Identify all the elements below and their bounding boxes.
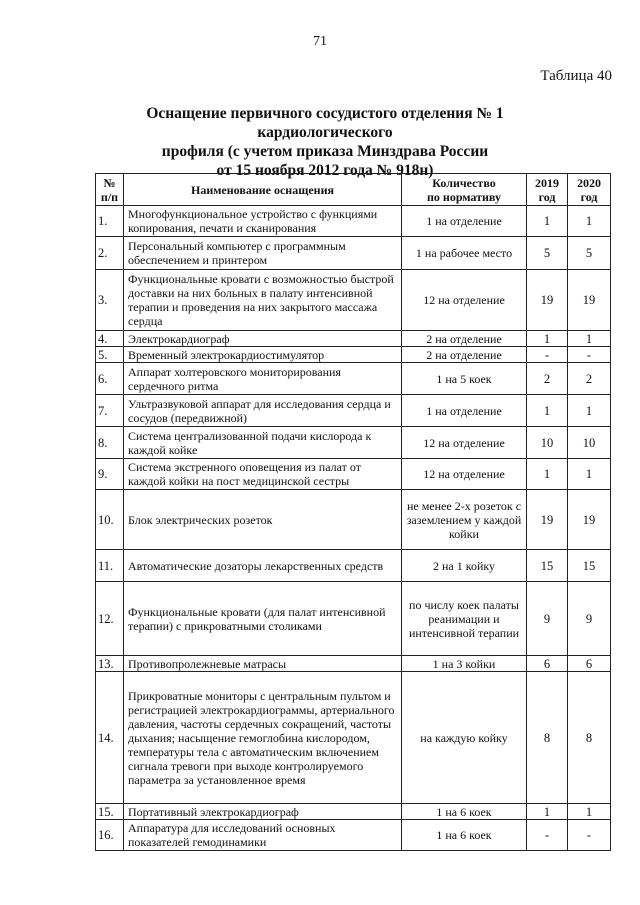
- row-number: 15.: [96, 804, 124, 820]
- row-2020: 8: [568, 672, 611, 804]
- row-number: 6.: [96, 363, 124, 395]
- header-number-line-2: п/п: [100, 189, 119, 204]
- row-2020: 2: [568, 363, 611, 395]
- row-2020: 19: [568, 270, 611, 331]
- row-number: 10.: [96, 490, 124, 550]
- table-row: [96, 427, 611, 459]
- row-2020: 1: [568, 395, 611, 427]
- header-2020-line-1: 2020: [577, 175, 601, 190]
- table-row: [96, 270, 611, 331]
- table-row: [96, 656, 611, 672]
- row-name: Система централизованной подачи кислорода к каждой койке: [124, 427, 402, 459]
- row-norm: 1 на 6 коек: [402, 804, 527, 820]
- row-name: Электрокардиограф: [124, 331, 402, 347]
- row-2019: 1: [527, 331, 568, 347]
- table-row: [96, 347, 611, 363]
- row-2019: 1: [527, 459, 568, 490]
- row-name: Система экстренного оповещения из палат от каждой койки на пост медицинской сестры: [124, 459, 402, 490]
- row-norm: 2 на 1 койку: [402, 550, 527, 582]
- row-2020: 5: [568, 237, 611, 270]
- row-norm: 1 на 5 коек: [402, 363, 527, 395]
- row-norm: на каждую койку: [402, 672, 527, 804]
- document-title: [90, 104, 560, 180]
- row-norm: не менее 2-х розеток с заземлением у каждой койки: [402, 490, 527, 550]
- row-norm: 1 на отделение: [402, 395, 527, 427]
- row-number: 1.: [96, 206, 124, 237]
- row-name: Функциональные кровати (для палат интенсивной терапии) с прикроватными столиками: [124, 582, 402, 656]
- row-norm: 12 на отделение: [402, 459, 527, 490]
- row-number: 4.: [96, 331, 124, 347]
- row-number: 12.: [96, 582, 124, 656]
- row-name: Функциональные кровати с возможностью быстрой доставки на них больных в палату интенсивной терапии и проведения на них закрытого массажа сердца: [124, 270, 402, 331]
- row-2020: 1: [568, 206, 611, 237]
- header-norm: [402, 174, 527, 206]
- row-2020: 9: [568, 582, 611, 656]
- header-2019-line-2: год: [538, 189, 556, 204]
- table-row: [96, 672, 611, 804]
- row-2019: 15: [527, 550, 568, 582]
- header-name: Наименование оснащения: [124, 174, 402, 206]
- row-name: Аппаратура для исследований основных показателей гемодинамики: [124, 820, 402, 851]
- row-norm: 1 на отделение: [402, 206, 527, 237]
- row-number: 14.: [96, 672, 124, 804]
- row-name: Прикроватные мониторы с центральным пультом и регистрацией электрокардиограммы, артериального давления, частоты сердечных сокращений, частоты дыхания; насыщение гемоглобина кислородом, температуры тела с автоматическим включением сигнала тревоги при выходе контролируемого параметра за установленное время: [124, 672, 402, 804]
- table-row: [96, 550, 611, 582]
- table-row: [96, 206, 611, 237]
- row-name: Многофункциональное устройство с функциями копирования, печати и сканирования: [124, 206, 402, 237]
- header-2020-line-2: год: [580, 189, 598, 204]
- row-number: 16.: [96, 820, 124, 851]
- row-2019: 1: [527, 804, 568, 820]
- row-2020: 1: [568, 459, 611, 490]
- header-norm-line-1: Количество: [432, 175, 496, 190]
- table-label: Таблица 40: [540, 68, 612, 84]
- row-2019: 19: [527, 490, 568, 550]
- header-2019-line-1: 2019: [535, 175, 559, 190]
- row-2019: -: [527, 347, 568, 363]
- row-2019: 8: [527, 672, 568, 804]
- header-norm-line-2: по нормативу: [427, 189, 501, 204]
- table-row: [96, 490, 611, 550]
- table-row: [96, 820, 611, 851]
- title-line-1: Оснащение первичного сосудистого отделения № 1 кардиологического: [146, 105, 504, 141]
- table-row: [96, 459, 611, 490]
- row-norm: 1 на 6 коек: [402, 820, 527, 851]
- row-name: Ультразвуковой аппарат для исследования сердца и сосудов (передвижной): [124, 395, 402, 427]
- table-row: [96, 237, 611, 270]
- row-name: Блок электрических розеток: [124, 490, 402, 550]
- row-2019: 1: [527, 206, 568, 237]
- row-name: Временный электрокардиостимулятор: [124, 347, 402, 363]
- page-number: 71: [313, 34, 327, 49]
- table-row: [96, 582, 611, 656]
- row-norm: 12 на отделение: [402, 270, 527, 331]
- row-norm: по числу коек палаты реанимации и интенсивной терапии: [402, 582, 527, 656]
- row-norm: 1 на рабочее место: [402, 237, 527, 270]
- row-name: Противопролежневые матрасы: [124, 656, 402, 672]
- row-2020: -: [568, 820, 611, 851]
- row-norm: 2 на отделение: [402, 347, 527, 363]
- header-number: [96, 174, 124, 206]
- table-row: [96, 363, 611, 395]
- row-norm: 2 на отделение: [402, 331, 527, 347]
- table-row: [96, 331, 611, 347]
- row-2019: 6: [527, 656, 568, 672]
- header-2019: [527, 174, 568, 206]
- row-name: Персональный компьютер с программным обеспечением и принтером: [124, 237, 402, 270]
- row-number: 11.: [96, 550, 124, 582]
- table-row: [96, 804, 611, 820]
- row-2020: 19: [568, 490, 611, 550]
- row-name: Аппарат холтеровского мониторирования сердечного ритма: [124, 363, 402, 395]
- row-number: 5.: [96, 347, 124, 363]
- row-name: Автоматические дозаторы лекарственных средств: [124, 550, 402, 582]
- table-row: [96, 395, 611, 427]
- row-2019: -: [527, 820, 568, 851]
- row-2019: 5: [527, 237, 568, 270]
- row-number: 9.: [96, 459, 124, 490]
- row-2019: 19: [527, 270, 568, 331]
- row-number: 7.: [96, 395, 124, 427]
- row-2020: 15: [568, 550, 611, 582]
- row-number: 2.: [96, 237, 124, 270]
- row-2019: 1: [527, 395, 568, 427]
- row-norm: 1 на 3 койки: [402, 656, 527, 672]
- row-2020: 10: [568, 427, 611, 459]
- row-2020: 6: [568, 656, 611, 672]
- row-number: 13.: [96, 656, 124, 672]
- row-2019: 2: [527, 363, 568, 395]
- row-2020: -: [568, 347, 611, 363]
- header-2020: [568, 174, 611, 206]
- row-name: Портативный электрокардиограф: [124, 804, 402, 820]
- row-2019: 10: [527, 427, 568, 459]
- row-number: 8.: [96, 427, 124, 459]
- row-2020: 1: [568, 331, 611, 347]
- row-norm: 12 на отделение: [402, 427, 527, 459]
- header-number-line-1: №: [103, 175, 116, 190]
- row-2019: 9: [527, 582, 568, 656]
- table-header-row: [96, 174, 611, 206]
- equipment-table: [95, 173, 611, 851]
- row-2020: 1: [568, 804, 611, 820]
- title-line-2: профиля (с учетом приказа Минздрава России: [161, 143, 489, 160]
- title-line-3: от 15 ноября 2012 года № 918н): [216, 162, 434, 179]
- row-number: 3.: [96, 270, 124, 331]
